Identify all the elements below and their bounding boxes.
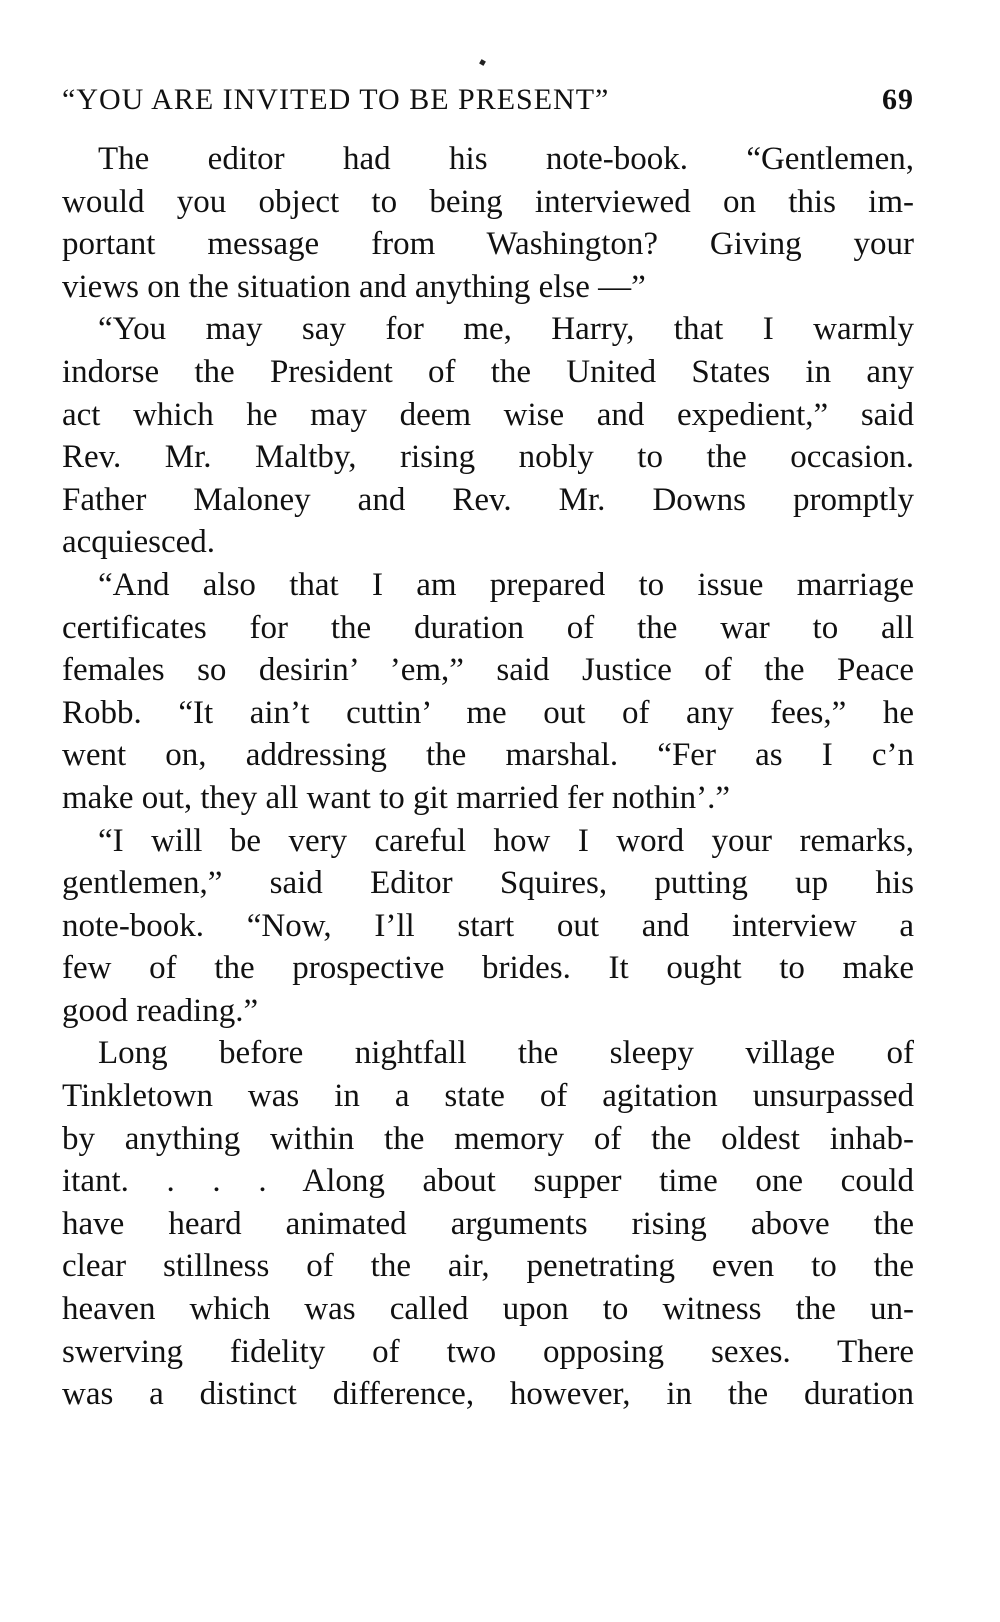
print-speck (479, 59, 486, 66)
text-line: The editor had his note-book. “Gentlemen, (98, 141, 914, 177)
text-line: Father Maloney and Rev. Mr. Downs promptly (62, 481, 914, 518)
text-line: gentlemen,” said Editor Squires, putting up his (62, 865, 914, 902)
book-page (62, 80, 914, 1416)
text-line: views on the situation and anything else —” (62, 268, 646, 305)
text-line: “And also that I am prepared to issue marriage (98, 566, 914, 603)
page-body (62, 138, 914, 1416)
paragraph (62, 820, 914, 1033)
text-line: by anything within the memory of the oldest inhab- (62, 1120, 914, 1157)
text-line: good reading.” (62, 992, 259, 1029)
text-line: itant. . . . Along about supper time one could (62, 1163, 914, 1200)
text-line: swerving fidelity of two opposing sexes. There (62, 1333, 914, 1370)
text-line: few of the prospective brides. It ought to make (62, 950, 914, 987)
running-title: “YOU ARE INVITED TO BE PRESENT” (62, 83, 610, 116)
text-line: Rev. Mr. Maltby, rising nobly to the occasion. (62, 439, 914, 476)
text-line: Tinkletown was in a state of agitation unsurpassed (62, 1078, 914, 1115)
text-line: acquiesced. (62, 524, 215, 561)
text-line: have heard animated arguments rising above the (62, 1205, 914, 1242)
text-line: “I will be very careful how I word your remarks, (98, 822, 914, 859)
text-line: indorse the President of the United States in any (62, 353, 914, 390)
paragraph (62, 1032, 914, 1415)
text-line: clear stillness of the air, penetrating even to the (62, 1248, 914, 1285)
paragraph (62, 308, 914, 564)
text-line: make out, they all want to git married fer nothin’.” (62, 779, 731, 816)
text-line: portant message from Washington? Giving your (62, 226, 914, 263)
text-line: went on, addressing the marshal. “Fer as I c’n (62, 737, 914, 774)
text-line: heaven which was called upon to witness the un- (62, 1291, 914, 1328)
paragraph (62, 564, 914, 820)
text-line: act which he may deem wise and expedient,” said (62, 396, 914, 433)
text-line: females so desirin’ ’em,” said Justice of the Peace (62, 652, 914, 689)
text-line: certificates for the duration of the war to all (62, 609, 914, 646)
text-line: Long before nightfall the sleepy village of (98, 1035, 914, 1072)
text-line: Robb. “It ain’t cuttin’ me out of any fees,” he (62, 694, 914, 731)
running-head (62, 80, 914, 120)
page-number: 69 (882, 83, 914, 116)
paragraph (62, 138, 914, 308)
text-line: “You may say for me, Harry, that I warmly (98, 311, 914, 348)
text-line: was a distinct difference, however, in the duration (62, 1376, 914, 1413)
text-line: would you object to being interviewed on this im- (62, 183, 914, 220)
text-line: note-book. “Now, I’ll start out and interview a (62, 907, 914, 944)
